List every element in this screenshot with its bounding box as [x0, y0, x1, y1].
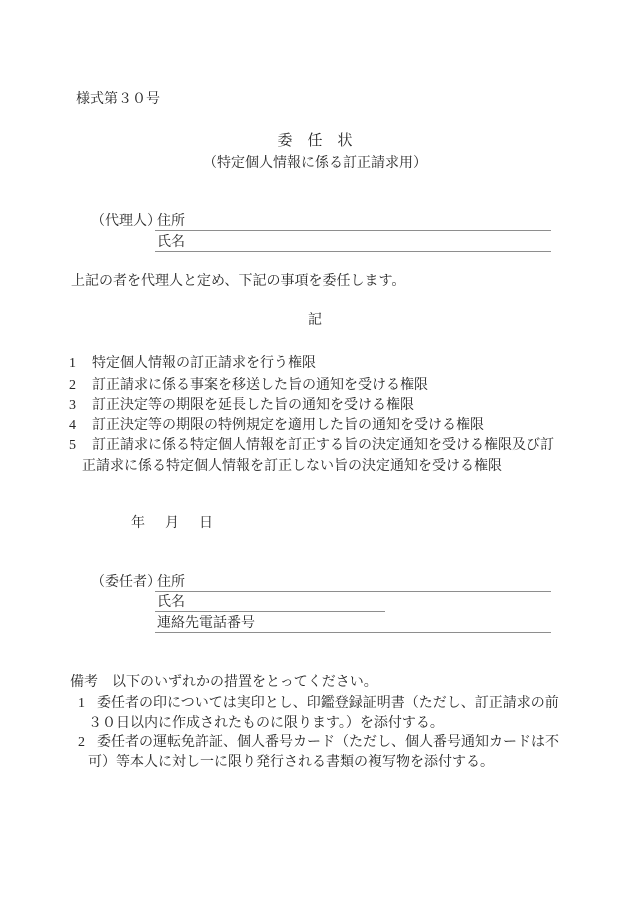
note-item-2	[78, 733, 560, 772]
note-text: 委任者の運転免許証、個人番号カード（ただし、個人番号通知カードは不可）等本人に対し一に限り発行される書類の複写物を添付する。	[88, 735, 559, 770]
agent-address-field	[155, 213, 551, 231]
delegated-item-2	[69, 376, 556, 397]
principal-name-field	[155, 594, 385, 612]
principal-address-field	[155, 574, 551, 592]
principal-address-label: 住所	[157, 575, 185, 590]
ki-heading: 記	[308, 313, 322, 328]
agent-name-field	[155, 234, 551, 252]
principal-phone-label: 連絡先電話番号	[157, 616, 255, 631]
principal-section-label: （委任者）	[91, 575, 161, 590]
item-text: 特定個人情報の訂正請求を行う権限	[92, 356, 316, 371]
note-number: 2	[78, 735, 85, 750]
item-number: 3	[69, 398, 76, 413]
item-text: 訂正請求に係る特定個人情報を訂正する旨の決定通知を受ける権限及び訂正請求に係る特定個人情報を訂正しない旨の決定通知を受ける権限	[82, 438, 554, 474]
declaration-text: 上記の者を代理人と定め、下記の事項を委任します。	[71, 274, 406, 289]
document-subtitle: （特定個人情報に係る訂正請求用）	[203, 156, 427, 171]
note-number: 1	[78, 696, 85, 711]
principal-phone-field	[155, 615, 551, 633]
agent-name-label: 氏名	[157, 235, 185, 250]
delegated-item-5	[69, 436, 556, 477]
delegated-item-3	[69, 396, 556, 417]
delegated-item-1	[69, 354, 556, 375]
agent-address-label: 住所	[157, 214, 185, 229]
notes-header: 備考 以下のいずれかの措置をとってください。	[70, 675, 378, 690]
item-text: 訂正決定等の期限を延長した旨の通知を受ける権限	[92, 398, 414, 413]
date-line: 年 月 日	[131, 516, 216, 531]
item-number: 2	[69, 378, 76, 393]
agent-section-label: （代理人）	[91, 214, 161, 229]
form-number: 様式第３０号	[76, 92, 160, 107]
item-text: 訂正決定等の期限の特例規定を適用した旨の通知を受ける権限	[92, 418, 484, 433]
document-title: 委 任 状	[277, 133, 353, 149]
item-number: 4	[69, 418, 76, 433]
item-number: 1	[69, 356, 76, 371]
item-text: 訂正請求に係る事案を移送した旨の通知を受ける権限	[92, 378, 428, 393]
note-text: 委任者の印については実印とし、印鑑登録証明書（ただし、訂正請求の前３０日以内に作成されたものに限ります。）を添付する。	[88, 696, 559, 731]
principal-name-label: 氏名	[157, 595, 185, 610]
note-item-1	[78, 694, 560, 733]
item-number: 5	[69, 438, 76, 453]
delegated-item-4	[69, 416, 556, 437]
